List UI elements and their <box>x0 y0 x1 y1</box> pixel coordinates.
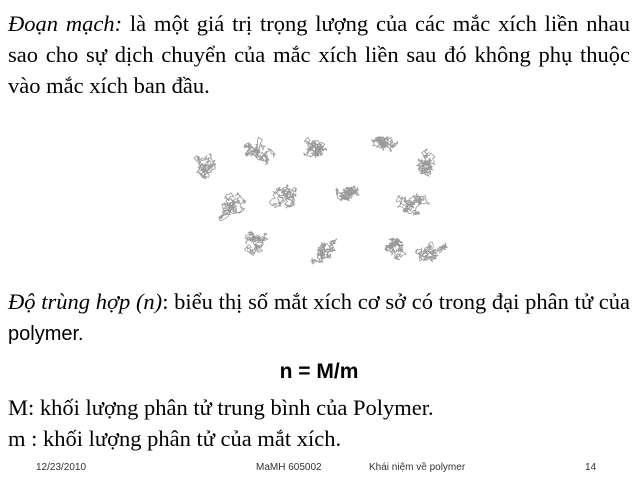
polymer-word: polymer. <box>8 323 84 345</box>
chain-segment <box>336 186 359 201</box>
definition-degree-of-polymerization <box>8 286 630 350</box>
term-degree: Độ trùng hợp (n) <box>8 289 163 314</box>
chain-segment <box>304 138 327 158</box>
footer-page-number: 14 <box>585 462 597 473</box>
definition-degree-text: : biểu thị số mắt xích cơ sở có trong đại phân tử của <box>162 289 631 314</box>
chain-segment <box>245 232 268 256</box>
chain-segment <box>417 149 435 176</box>
chain-segment <box>219 193 246 221</box>
polymer-chain-illustration <box>165 135 460 280</box>
chain-segment <box>194 154 216 179</box>
footer-date: 12/23/2010 <box>36 462 87 473</box>
variable-m-description: m : khối lượng phân tử của mắt xích. <box>8 426 342 451</box>
footer-topic: Khái niệm về polymer <box>369 462 466 473</box>
definition-segment-text: là một giá trị trọng lượng của các mắc xích liền nhau sao cho sự dịch chuyển của mắc xích liền sau đó không phụ thuộc vào mắc xích ban đầu. <box>8 11 630 98</box>
definition-segment <box>8 8 630 101</box>
chain-segment <box>244 138 275 165</box>
chain-segment <box>396 193 429 215</box>
chain-segment <box>385 238 407 260</box>
chain-segment <box>311 239 337 264</box>
footer-course-code: MaMH 605002 <box>256 462 322 473</box>
variable-M-description: M: khối lượng phân tử trung bình của Polymer. <box>8 395 434 420</box>
chain-segment <box>372 137 398 152</box>
chain-segment <box>270 185 297 209</box>
chain-segment <box>415 242 447 262</box>
term-segment: Đoạn mạch: <box>8 11 123 36</box>
formula: n = M/m <box>279 360 359 383</box>
